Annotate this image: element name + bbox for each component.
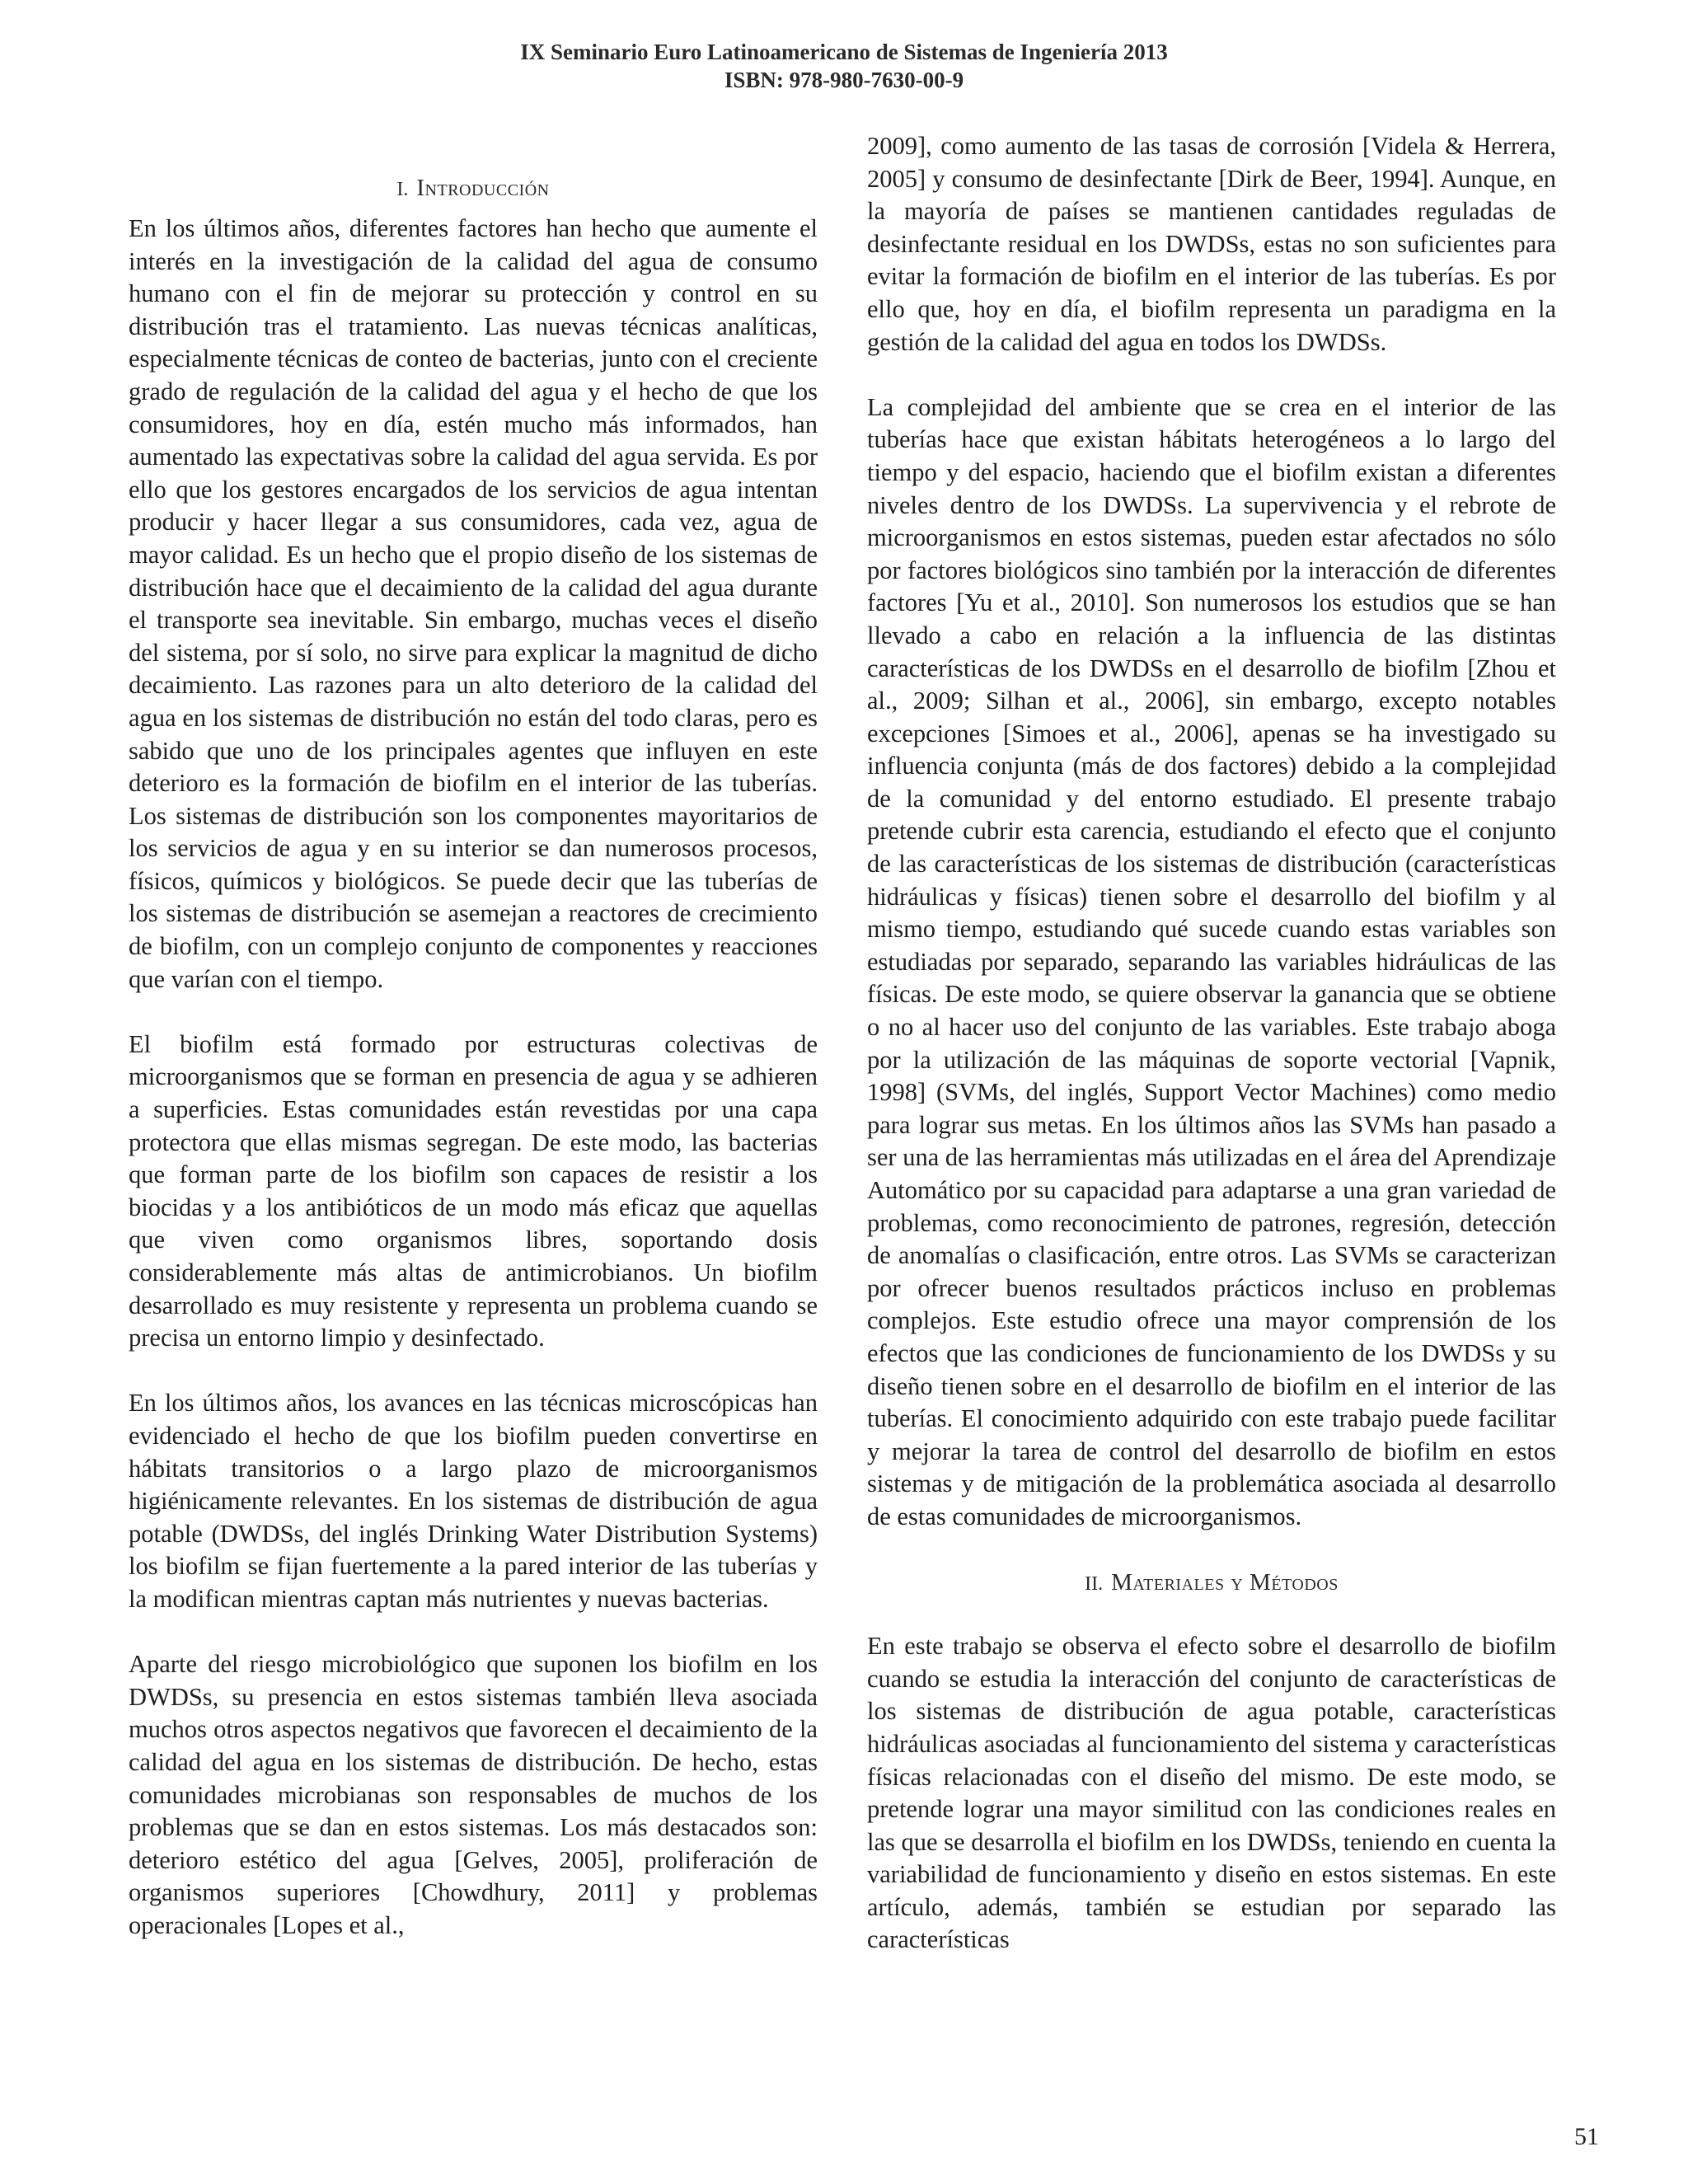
right-column <box>867 132 1556 1957</box>
paragraph: El biofilm está formado por estructuras colectivas de microorganismos que se forman en presencia de agua y se adhieren a superficies. Estas comunidades están revestidas por una capa protectora que ellas mismas segregan. De este modo, las bacterias que forman parte de los biofilm son capaces de resistir a los biocidas y a los antibióticos de un modo más eficaz que aquellas que viven como organismos libres, soportando dosis considerablemente más altas de antimicrobianos. Un biofilm desarrollado es muy resistente y representa un problema cuando se precisa un entorno limpio y desinfectado. <box>129 1029 818 1352</box>
section-title: Materiales y Métodos <box>1111 1569 1339 1596</box>
header-isbn: ISBN: 978-980-7630-00-9 <box>724 68 964 92</box>
running-header <box>0 38 1688 94</box>
paragraph: Aparte del riesgo microbiológico que suponen los biofilm en los DWDSs, su presencia en estos sistemas también lleva asociada muchos otros aspectos negativos que favorecen el decaimiento de la calidad del agua en los sistemas de distribución. De hecho, estas comunidades microbianas son responsables de muchos de los problemas que se dan en estos sistemas. Los más destacados son: deterioro estético del agua [Gelves, 2005], proliferación de organismos superiores [Chowdhury, 2011] y problemas operacionales [Lopes et al., <box>129 1650 818 1939</box>
section-title: Introducción <box>416 175 550 201</box>
section-heading-introduccion <box>129 171 818 206</box>
paragraph-continued: 2009], como aumento de las tasas de corrosión [Videla & Herrera, 2005] y consumo de desinfectante [Dirk de Beer, 1994]. Aunque, en la mayoría de países se mantienen cantidades reguladas de desinfectante residual en los DWDSs, estas no son suficientes para evitar la formación de biofilm en el interior de las tuberías. Es por ello que, hoy en día, el biofilm representa un paradigma en la gestión de la calidad del agua en todos los DWDSs. <box>867 132 1556 356</box>
section-number: I. <box>396 179 409 200</box>
section-heading-materiales-y-metodos <box>867 1566 1556 1601</box>
paragraph: En los últimos años, diferentes factores han hecho que aumente el interés en la investigación de la calidad del agua de consumo humano con el fin de mejorar su protección y control en su distribución tras el tratamiento. Las nuevas técnicas analíticas, especialmente técnicas de conteo de bacterias, junto con el creciente grado de regulación de la calidad del agua y el hecho de que los consumidores, hoy en día, estén mucho más informados, han aumentado las expectativas sobre la calidad del agua servida. Es por ello que los gestores encargados de los servicios de agua intentan producir y hacer llegar a sus consumidores, cada vez, agua de mayor calidad. Es un hecho que el propio diseño de los sistemas de distribución hace que el decaimiento de la calidad del agua durante el transporte sea inevitable. Sin embargo, muchas veces el diseño del sistema, por sí solo, no sirve para explicar la magnitud de dicho decaimiento. Las razones para un alto deterioro de la calidad del agua en los sistemas de distribución no están del todo claras, pero es sabido que uno de los principales agentes que influyen en este deterioro es la formación de biofilm en el interior de las tuberías. Los sistemas de distribución son los componentes mayoritarios de los servicios de agua y en su interior se dan numerosos procesos, físicos, químicos y biológicos. Se puede decir que las tuberías de los sistemas de distribución se asemejan a reactores de crecimiento de biofilm, con un complejo conjunto de componentes y reacciones que varían con el tiempo. <box>129 214 818 993</box>
section-number: II. <box>1085 1573 1104 1596</box>
paragraph: En los últimos años, los avances en las técnicas microscópicas han evidenciado el hecho de que los biofilm pueden convertirse en hábitats transitorios o a largo plazo de microorganismos higiénicamente relevantes. En los sistemas de distribución de agua potable (DWDSs, del inglés Drinking Water Distribution Systems) los biofilm se fijan fuertemente a la pared interior de las tuberías y la modifican mientras captan más nutrientes y nuevas bacterias. <box>129 1389 818 1613</box>
left-column <box>129 135 818 1942</box>
paragraph: En este trabajo se observa el efecto sobre el desarrollo de biofilm cuando se estudia la interacción del conjunto de características de los sistemas de distribución de agua potable, características hidráulicas asociadas al funcionamiento del sistema y características físicas relacionadas con el diseño del mismo. De este modo, se pretende lograr una mayor similitud con las condiciones reales en las que se desarrolla el biofilm en los DWDSs, teniendo en cuenta la variabilidad de funcionamiento y diseño en estos sistemas. En este artículo, además, también se estudian por separado las características <box>867 1632 1556 1954</box>
header-conference-title: IX Seminario Euro Latinoamericano de Sistemas de Ingeniería 2013 <box>520 40 1168 64</box>
paragraph: La complejidad del ambiente que se crea en el interior de las tuberías hace que existan hábitats heterogéneos a lo largo del tiempo y del espacio, haciendo que el biofilm existan a diferentes niveles dentro de los DWDSs. La supervivencia y el rebrote de microorganismos en estos sistemas, pueden estar afectados no sólo por factores biológicos sino también por la interacción de diferentes factores [Yu et al., 2010]. Son numerosos los estudios que se han llevado a cabo en relación a la influencia de las distintas características de los DWDSs en el desarrollo de biofilm [Zhou et al., 2009; Silhan et al., 2006], sin embargo, excepto notables excepciones [Simoes et al., 2006], apenas se ha investigado su influencia conjunta (más de dos factores) debido a la complejidad de la comunidad y del entorno estudiado. El presente trabajo pretende cubrir esta carencia, estudiando el efecto que el conjunto de las características de los sistemas de distribución (características hidráulicas y físicas) tienen sobre el desarrollo del biofilm y al mismo tiempo, estudiando qué sucede cuando estas variables son estudiadas por separado, separando las variables hidráulicas de las físicas. De este modo, se quiere observar la ganancia que se obtiene o no al hacer uso del conjunto de las variables. Este trabajo aboga por la utilización de las máquinas de soporte vectorial [Vapnik, 1998] (SVMs, del inglés, Support Vector Machines) como medio para lograr sus metas. En los últimos años las SVMs han pasado a ser una de las herramientas más utilizadas en el área del Aprendizaje Automático por su capacidad para adaptarse a una gran variedad de problemas, como reconocimiento de patrones, regresión, detección de anomalías o clasificación, entre otros. Las SVMs se caracterizan por ofrecer buenos resultados prácticos incluso en problemas complejos. Este estudio ofrece una mayor comprensión de los efectos que las condiciones de funcionamiento de los DWDSs y su diseño tienen sobre en el desarrollo de biofilm en el interior de las tuberías. El conocimiento adquirido con este trabajo puede facilitar y mejorar la tarea de control del desarrollo de biofilm en estos sistemas y de mitigación de la problemática asociada al desarrollo de estas comunidades de microorganismos. <box>867 392 1556 1530</box>
page-number: 51 <box>1574 2123 1599 2150</box>
